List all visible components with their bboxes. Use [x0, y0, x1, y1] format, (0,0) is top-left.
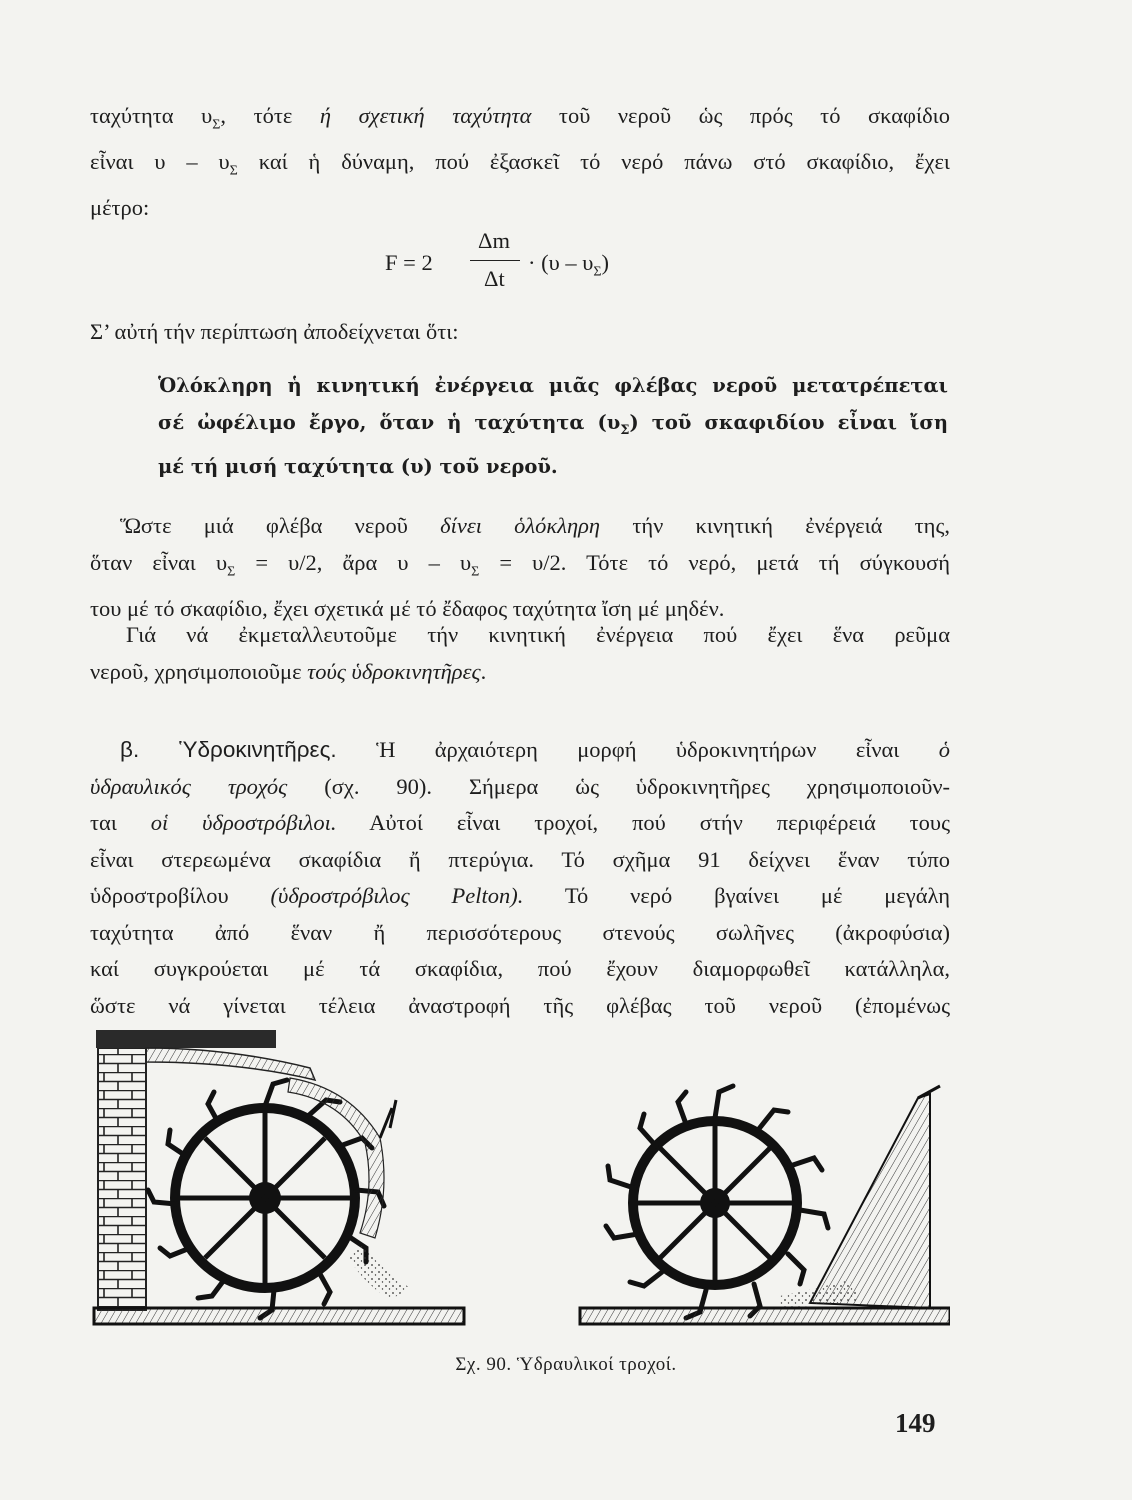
- text-line: μέτρο:: [90, 195, 150, 220]
- text-line: εἶναι στερεωμένα σκαφίδια ἤ πτερύγια. Τό σχῆμα 91 δείχνει ἕναν τύπο: [90, 846, 950, 872]
- formula-numerator: Δm: [478, 228, 510, 253]
- text-line: ὑδραυλικός τροχός (σχ. 90). Σήμερα ὡς ὑδροκινητῆρες χρησιμοποιοῦν-: [90, 773, 950, 799]
- figure-caption: Σχ. 90. Ὑδραυλικοί τροχοί.: [455, 1354, 677, 1375]
- formula-lhs: F = 2: [385, 250, 433, 275]
- text-line: νεροῦ, χρησιμοποιοῦμε τούς ὑδροκινητῆρες.: [90, 658, 487, 684]
- text-line: καί συγκρούεται μέ τά σκαφίδια, πού ἔχουν διαμορφωθεῖ κατάλληλα,: [90, 956, 950, 981]
- text-line: μέ τή μισή ταχύτητα (υ) τοῦ νεροῦ.: [158, 454, 558, 478]
- formula-rhs: · $(\upsilon - \upsilon_\Sigma)$: [528, 250, 610, 280]
- paragraph-intro: [90, 98, 950, 227]
- overshot-water-wheel: [94, 1030, 464, 1324]
- text-line: ὑδροστροβίλου (ὑδροστρόβιλος Pelton). Τό νερό βγαίνει μέ μεγάλη: [90, 883, 950, 908]
- text-line: ὥστε νά γίνεται τέλεια ἀναστροφή τῆς φλέβας τοῦ νεροῦ (ἐπομένως: [90, 992, 950, 1018]
- text-line: του μέ τό σκαφίδιο, ἔχει σχετικά μέ τό ἔδαφος ταχύτητα ἴση μέ μηδέν.: [90, 595, 725, 621]
- paragraph-conclusion: [90, 508, 950, 627]
- text-line: εἶναι υ – $\upsilon_\Sigma$ καί ἡ δύναμη, πού ἐξασκεῖ τό νερό πάνω στό σκαφίδιο, ἔχει: [90, 149, 950, 179]
- text-line: ὅταν εἶναι $\upsilon_\Sigma = \upsilon/2$, ἄρα $\upsilon - \upsilon_\Sigma = \upsilon/2$. Τότε τό νερό, μετά τή σύγκουσή: [90, 549, 950, 579]
- undershot-water-wheel: [580, 1086, 950, 1324]
- formula-denominator: Δt: [484, 266, 505, 291]
- section-heading: β. Ὑδροκινητῆρες.: [120, 737, 337, 762]
- text-line: β. Ὑδροκινητῆρες. Ἡ ἀρχαιότερη μορφή ὑδροκινητήρων εἶναι ὁ: [120, 737, 950, 762]
- text-line: Ὥστε μιά φλέβα νεροῦ δίνει ὁλόκληρη τήν κινητική ἐνέργειά της,: [120, 513, 950, 538]
- bold-theorem: [158, 368, 948, 485]
- fraction-bar: [470, 260, 520, 261]
- text-line: ται οἱ ὑδροστρόβιλοι. Αὐτοί εἶναι τροχοί, πού στήν περιφέρειά τους: [90, 810, 950, 835]
- paragraph-hydro-motors: [90, 617, 950, 690]
- page-number: 149: [895, 1408, 936, 1438]
- text-line: Σ’ αὐτή τήν περίπτωση ἀποδείχνεται ὅτι:: [90, 319, 459, 344]
- text-line: Γιά νά ἐκμεταλλευτοῦμε τήν κινητική ἐνέργεια πού ἔχει ἕνα ρεῦμα: [126, 622, 950, 647]
- water-wheels-figure: [90, 1018, 950, 1338]
- paragraph-section-b: [90, 732, 950, 1024]
- force-formula: [0, 228, 1132, 298]
- text-line: Ὁλόκληρη ἡ κινητική ἐνέργεια μιᾶς φλέβας νεροῦ μετατρέπεται: [158, 374, 948, 397]
- paragraph-proof-intro: [90, 314, 950, 351]
- text-line: ταχύτητα $\upsilon_\Sigma$, τότε ή σχετική ταχύτητα τοῦ νεροῦ ὡς πρός τό σκαφίδιο: [90, 103, 950, 133]
- text-line: ταχύτητα ἀπό ἕναν ἤ περισσότερους στενούς σωλῆνες (ἀκροφύσια): [90, 919, 950, 945]
- text-line: σέ ὠφέλιμο ἔργο, ὅταν ἡ ταχύτητα $(\upsilon_\Sigma)$ τοῦ σκαφιδίου εἶναι ἴση: [158, 410, 948, 438]
